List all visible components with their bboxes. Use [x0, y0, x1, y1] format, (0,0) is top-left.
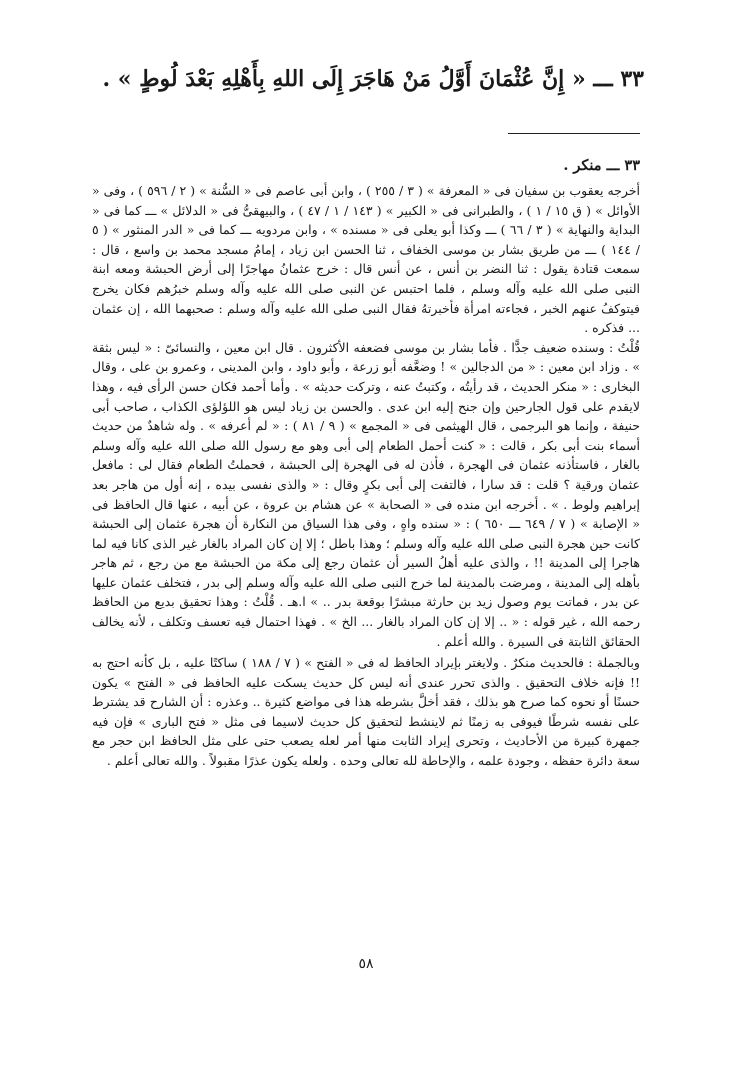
page-number: ٥٨ — [358, 956, 374, 972]
section-separator — [508, 133, 640, 134]
hadith-grade: ٣٣ ـــ منكر . — [563, 157, 640, 174]
takhrij-section — [92, 181, 640, 651]
conclusion-section — [92, 653, 640, 771]
hadith-title: ٣٣ ـــ « إِنَّ عُثْمَانَ أَوَّلُ مَنْ هَاجَرَ إِلَى اللهِ بِأَهْلِهِ بَعْدَ لُوطٍ » . — [102, 66, 644, 92]
takhrij-paragraph: أخرجه يعقوب بن سفيان فى « المعرفة » ( ٣ / ٢٥٥ ) ، وابن أبى عاصم فى « السُّنة » ( ٢ / ٥٩٦ ) ، وفى « الأوائل » ( ق ١٥ / ١ ) ، والطبرانى فى « الكبير » ( ١٤٣ / ١ / ٤٧ ) ، والبيهقىُّ فى « الدلائل » ـــ كما فى « البداية والنهاية » ( ٣ / ٦٦ ) ـــ وكذا أبو يعلى فى « مسنده » ، وابن مردويه ـــ كما فى « الدر المنثور » ( ٥ / ١٤٤ ) ـــ من طريق بشار بن موسى الخفاف ، ثنا الحسن ابن زياد ، إمامُ مسجد محمد بن واسع ، قال : سمعت قتادة يقول : ثنا النضر بن أنس ، عن أنس قال : خرج عثمانُ مهاجرًا إلى أرض الحبشة ومعه ابنة النبى صلى الله عليه وآله وسلم ، فلما احتبس عن النبى صلى الله عليه وآله وسلم خبرُهم فكان يخرج فيتوكفُ عنهم الخبر ، فجاءته امرأة فأخبرتهُ فقال النبى صلى الله عليه وآله وسلم : صحبهما الله ، إن عثمان ... فذكره . — [92, 183, 641, 336]
conclusion-paragraph: وبالجملة : فالحديث منكرٌ . ولايغتر بإيراد الحافظ له فى « الفتح » ( ٧ / ١٨٨ ) ساكتًا عليه ، بل كأنه احتج به !! فإنه خلاف التحقيق . والذى تحرر عندى أنه ليس كل حديث يسكت عليه الحافظ فى « الفتح » يكون حسنًا أو نحوه كما صرح هو بذلك ، فقد أخلَّ بشرطه هذا فى مواضع كثيرة .. وعذره : أن الشارح قد يشترط على نفسه شرطًا فيوفى به زمنًا ثم لاينشط لتحقيق كل حديث لاسيما فى مثل « فتح البارى » فإن فيه جمهرة كبيرة من الأحاديث ، وتحرى إيراد الثابت منها أمر لعله يصعب حتى على مثل الحافظ ابن حجر مع سعة دائرة حفظه ، وجودة علمه ، والإحاطة لله تعالى وحده . ولعله يكون عذرًا مقبولاً . والله تعالى أعلم . — [92, 655, 640, 768]
commentary-paragraph: قُلْتُ : وسنده ضعيف جدًّا . فأما بشار بن موسى فضعفه الأكثرون . قال ابن معين ، والنسائىّ : « ليس بثقة » . وزاد ابن معين : « من الدجالين » ! وضعَّفه أبو زرعة ، وأبو داود ، وابن المدينى ، وعمرو بن على ، وقال البخارى : « منكر الحديث ، قد رأيتُه ، وكتبتُ عنه ، وتركت حديثه » . وأما أحمد فكان حسن الرأى فيه ، وهذا لايقدم على قول الجارحين وإن جنح إليه ابن عدى . والحسن بن زياد ليس هو اللؤلؤى الكذاب ، صاحب أبى حنيفة ، وإنما هو البرجمى ، قال الهيثمى فى « المجمع » ( ٩ / ٨١ ) : « لم أعرفه » . وله شاهدٌ من حديث أسماء بنت أبى بكر ، قالت : « كنت أحمل الطعام إلى أبى وهو مع رسول الله صلى الله عليه وآله وسلم بالغار ، فاستأذنه عثمان فى الهجرة ، فأذن له فى الهجرة إلى الحبشة ، فحملتُ الطعام فقال لى : مافعل عثمان ورقية ؟ قلت : قد سارا ، فالتفت إلى أبى بكرٍ وقال : « والذى نفسى بيده ، إنه أول من هاجر بعد إبراهيم ولوط . » . أخرجه ابن منده فى « الصحابة » عن هشام بن عروة ، عن أبيه ، عنها قال الحافظ فى « الإصابة » ( ٧ / ٦٤٩ ـــ ٦٥٠ ) : « سنده واهٍ ، وفى هذا السياق من النكارة أن هجرة عثمان إلى الحبشة كانت حين هجرة النبى صلى الله عليه وآله وسلم ؛ وهذا باطل ؛ إلا إن كان المراد بالغار غير الذى كانا فيه لما هاجرا إلى المدينة !! ، والذى عليه أهلُ السير أن عثمان رجع إلى مكة من الحبشة مع من رجع ، ثم هاجر بأهله إلى المدينة ، ومرضت بالمدينة لما خرج النبى صلى الله عليه وآله وسلم إلى بدر ، فتخلف عثمان عليها عن بدر ، فماتت يوم وصول زيد بن حارثة مبشرًا بوقعة بدر .. » ا.هـ . قُلْتُ : وهذا تحقيق بديع من الحافظ رحمه الله ، غير قوله : « .. إلا إن كان المراد بالغار ... الخ » . فهذا احتمال فيه تعسف وتكلف ، لأنه يخالف الحقائق الثابتة فى السيرة . والله أعلم . — [92, 339, 640, 649]
